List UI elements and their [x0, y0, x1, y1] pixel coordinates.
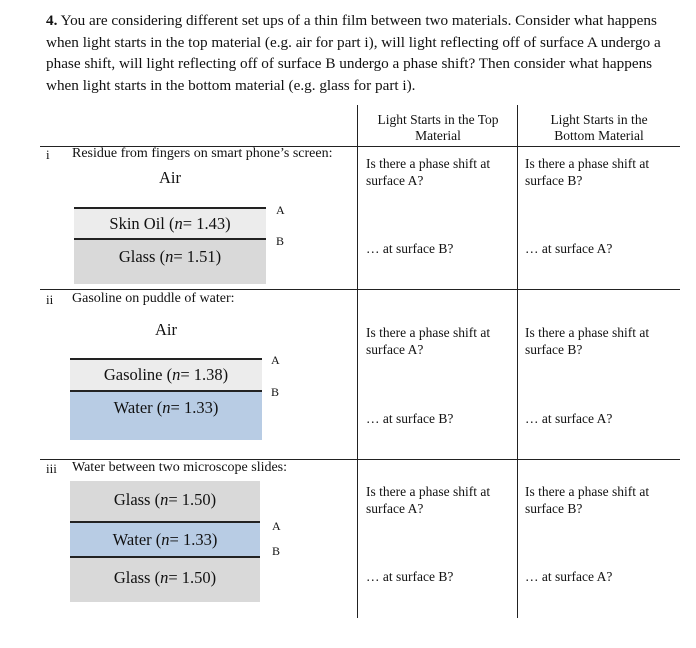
substrate-index: = 1.33) — [170, 398, 219, 417]
row-number: i — [46, 147, 50, 162]
question-at-b: … at surface B? — [366, 569, 454, 584]
film-variable: n — [161, 529, 170, 549]
surface-b-label: B — [276, 234, 285, 248]
bottom-glass-label — [70, 561, 260, 595]
bottom-glass-variable: n — [160, 568, 169, 587]
film-index: = 1.33) — [169, 529, 218, 549]
substrate-label — [70, 392, 262, 424]
substrate-variable: n — [165, 247, 174, 266]
substrate-index: = 1.51) — [173, 247, 222, 266]
column-header-bottom-material: Light Starts in the Bottom Material — [550, 112, 648, 143]
substrate-label — [74, 240, 266, 274]
question-shift-b: Is there a phase shift at surface B? — [525, 484, 650, 516]
top-medium-label: Air — [159, 168, 181, 187]
film-variable: n — [174, 213, 183, 233]
surface-a-label: A — [276, 203, 285, 217]
top-medium-label: Air — [155, 320, 177, 339]
row-title: Residue from fingers on smart phone’s screen: — [72, 146, 333, 161]
film-label — [70, 360, 262, 390]
problem-text: You are considering different set ups of a thin film between two materials. Consider what happens when light starts in the top material (e.g. air for part i), will light reflecting off of surface A undergo a phase shift, will light reflecting off of surface B undergo a phase shift? Then consider what happens when light starts in the bottom material (e.g. glass for part i). — [46, 12, 661, 94]
row-title: Gasoline on puddle of water: — [72, 291, 235, 306]
surface-b-label: B — [271, 385, 280, 399]
substrate-variable: n — [162, 398, 171, 417]
question-at-b: … at surface B? — [366, 241, 454, 256]
top-glass-variable: n — [160, 490, 169, 509]
film-label — [74, 209, 266, 238]
substrate-name: Water ( — [113, 398, 163, 417]
film-variable: n — [172, 365, 181, 384]
bottom-glass-name: Glass ( — [113, 568, 161, 587]
column-divider-1 — [357, 105, 358, 618]
film-name: Gasoline ( — [103, 365, 173, 384]
problem-number: 4. — [46, 12, 58, 29]
question-shift-b: Is there a phase shift at surface B? — [525, 325, 650, 357]
column-header-top-material: Light Starts in the Top Material — [377, 112, 499, 143]
question-shift-a: Is there a phase shift at surface A? — [366, 156, 491, 188]
surface-a-label: A — [272, 519, 281, 533]
surface-b-label: B — [272, 544, 281, 558]
surface-a-label: A — [271, 353, 280, 367]
question-at-a: … at surface A? — [525, 241, 613, 256]
substrate-name: Glass ( — [118, 247, 166, 266]
question-shift-b: Is there a phase shift at surface B? — [525, 156, 650, 188]
film-label — [70, 523, 260, 556]
problem-statement — [46, 10, 676, 96]
column-divider-2 — [517, 105, 518, 618]
row-number: iii — [46, 461, 57, 476]
bottom-glass-index: = 1.50) — [168, 568, 217, 587]
top-glass-name: Glass ( — [113, 490, 161, 509]
top-glass-index: = 1.50) — [168, 490, 217, 509]
film-index: = 1.38) — [180, 365, 229, 384]
question-at-b: … at surface B? — [366, 411, 454, 426]
row-divider-1 — [40, 289, 680, 290]
film-name: Skin Oil ( — [109, 213, 175, 233]
question-at-a: … at surface A? — [525, 411, 613, 426]
row-number: ii — [46, 292, 54, 307]
question-at-a: … at surface A? — [525, 569, 613, 584]
film-index: = 1.43) — [182, 213, 231, 233]
top-glass-label — [70, 483, 260, 517]
question-shift-a: Is there a phase shift at surface A? — [366, 484, 491, 516]
film-name: Water ( — [112, 529, 162, 549]
question-shift-a: Is there a phase shift at surface A? — [366, 325, 491, 357]
row-title: Water between two microscope slides: — [72, 460, 288, 475]
